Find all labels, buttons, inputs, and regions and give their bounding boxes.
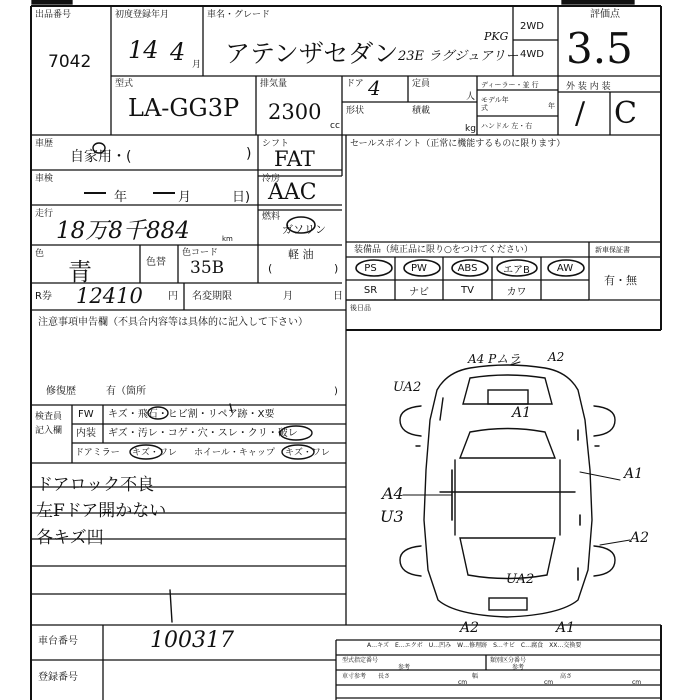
size-length: 長さ xyxy=(378,673,391,680)
mileage-label: 走行 xyxy=(35,209,54,219)
mirror-label: ドアミラー xyxy=(75,448,120,458)
equip-leather: カワ xyxy=(506,286,527,298)
size-height: 高さ xyxy=(560,673,573,680)
fw-items: キズ・飛石・ヒビ割・リペア跡・X要 xyxy=(108,409,275,420)
ac-value: AAC xyxy=(268,180,317,205)
registration-label: 登録番号 xyxy=(38,672,78,683)
cert-ref: 参考 xyxy=(398,664,411,671)
mark-a1-bottom: A1 xyxy=(556,620,576,636)
inspection-year-stroke xyxy=(84,192,106,194)
equip-ps: PS xyxy=(364,263,377,274)
first-registration-month: 4 xyxy=(170,38,186,66)
doors-label: ドア xyxy=(346,79,364,89)
inspection-label: 車検 xyxy=(35,174,54,184)
grade-extra: PKG xyxy=(484,30,509,43)
km-unit: km xyxy=(222,235,233,243)
drive-2wd: 2WD xyxy=(520,21,544,32)
size-length-cm: cm xyxy=(458,679,468,686)
equip-tv: TV xyxy=(461,284,474,296)
dealer-label: ディーラー・並 行 xyxy=(481,81,539,89)
recycle-label: R券 xyxy=(35,291,52,302)
equip-airbag: エアB xyxy=(503,265,530,276)
color-code-label: 色コード xyxy=(182,248,219,258)
kg-unit: kg xyxy=(465,124,476,134)
equip-abs: ABS xyxy=(457,263,478,274)
year-unit: 年 xyxy=(548,102,555,110)
first-registration-label: 初度登録年月 xyxy=(115,10,170,20)
chassis-number: 100317 xyxy=(150,628,234,653)
mark-a1-right: A1 xyxy=(624,466,644,482)
seats-label: 定員 xyxy=(412,79,431,89)
fuel-diesel: 軽 油 xyxy=(288,248,314,261)
color-code: 35B xyxy=(190,258,225,278)
repair-value: 有（箇所 xyxy=(106,386,146,397)
mark-a4-left: A4 xyxy=(382,484,404,503)
expiry-day: 日 xyxy=(333,291,343,302)
repair-label: 修復歴 xyxy=(46,386,76,397)
doors: 4 xyxy=(368,76,381,100)
handle-label: ハンドル 左・右 xyxy=(481,122,533,130)
recycle-value: 12410 xyxy=(76,284,143,308)
exterior-grade: / xyxy=(575,96,586,131)
new-warranty-value: 有・無 xyxy=(604,274,637,287)
class-label: 類別区分番号 xyxy=(490,657,527,664)
cc-unit: cc xyxy=(330,121,340,131)
inspection-month-stroke xyxy=(153,192,175,194)
lot-number-label: 出品番号 xyxy=(35,10,72,20)
inspection-month-unit: 月 xyxy=(178,190,192,205)
fuel-label: 燃料 xyxy=(262,212,281,222)
size-label: 車寸参考 xyxy=(342,673,367,680)
repair-close: ) xyxy=(334,386,338,397)
mark-a2-right: A2 xyxy=(630,530,650,546)
history-value: 自家用・( xyxy=(70,149,132,165)
ext-int-label: 外 装 内 装 xyxy=(566,82,611,92)
wheel-label: ホイール・キャップ xyxy=(194,448,275,458)
size-height-cm: cm xyxy=(632,679,642,686)
fuel-gasoline: ガソリン xyxy=(282,223,326,236)
grade: 23E ラグジュアリー xyxy=(398,49,519,64)
lot-number: 7042 xyxy=(48,52,92,72)
damage-legend: A…キズ E…エクボ U…凹み W…修理跡 S…サビ C…腐食 XX…交換要 xyxy=(367,642,582,649)
mark-u3-left: U3 xyxy=(380,507,404,526)
model-year-label: モデル年式 xyxy=(481,96,509,112)
first-registration-year: 14 xyxy=(128,36,159,64)
new-warranty-label: 新車保証書 xyxy=(595,246,630,254)
after-items-label: 後日品 xyxy=(350,304,371,312)
mark-a4-pmura: A4 Pムラ xyxy=(468,352,521,366)
notes-label: 注意事項申告欄（不具合内容等は具体的に記入して下さい） xyxy=(38,317,308,328)
color-value: 青 xyxy=(68,258,92,286)
inspection-year-unit: 年 xyxy=(114,190,128,205)
remark-line-1: ドアロック不良 xyxy=(36,475,155,495)
mark-ua2-left: UA2 xyxy=(393,380,422,395)
fuel-paren-close: ) xyxy=(334,262,339,275)
month-unit: 月 xyxy=(192,60,202,70)
shift-label: シフト xyxy=(262,139,290,149)
history-label: 車歴 xyxy=(35,139,54,149)
person-unit: 人 xyxy=(466,92,476,102)
fw-label: FW xyxy=(78,409,94,420)
mark-a2-bottom: A2 xyxy=(460,620,480,636)
equip-sr: SR xyxy=(363,284,378,296)
score-label: 評価点 xyxy=(590,9,620,20)
interior-label: 内装 xyxy=(76,428,96,439)
mark-a2-top: A2 xyxy=(548,350,565,364)
mirror-items: キズ・ワレ xyxy=(132,448,177,458)
size-width-cm: cm xyxy=(544,679,554,686)
ac-label: 冷房 xyxy=(262,174,281,184)
history-close: ) xyxy=(246,146,252,162)
car-model-label: 車名・グレード xyxy=(207,10,271,20)
yen-unit: 円 xyxy=(168,291,178,302)
equip-pw: PW xyxy=(411,263,427,274)
mileage-value: 18万8千884 xyxy=(56,218,190,244)
score: 3.5 xyxy=(566,24,633,73)
remark-line-2: 左Fドア開かない xyxy=(36,501,167,521)
mark-a1-center: A1 xyxy=(512,405,532,421)
type-label: 型式 xyxy=(115,79,134,89)
inspector-label-1: 検査員 xyxy=(35,412,63,422)
chassis-label: 車台番号 xyxy=(38,636,78,647)
sales-point-label: セールスポイント（正常に機能するものに限ります） xyxy=(350,139,566,149)
displacement-label: 排気量 xyxy=(260,79,288,89)
equip-aw: AW xyxy=(556,263,574,274)
model-type: LA-GG3P xyxy=(128,94,240,122)
drive-4wd: 4WD xyxy=(520,49,544,60)
color-change-label: 色替 xyxy=(146,257,166,268)
inspector-label-2: 記入欄 xyxy=(35,426,63,436)
equipment-label: 装備品（純正品に限り○をつけてください） xyxy=(354,245,533,255)
interior-grade: C xyxy=(614,96,637,131)
shape-label: 形状 xyxy=(346,106,365,116)
color-label: 色 xyxy=(35,249,45,259)
equip-navi: ナビ xyxy=(409,286,429,298)
shift-value: FAT xyxy=(274,147,315,171)
car-name: アテンザセダン xyxy=(225,39,399,68)
cert-label: 型式指定番号 xyxy=(342,657,379,664)
expiry-month: 月 xyxy=(283,291,293,302)
name-change-expiry-label: 名変期限 xyxy=(192,291,232,302)
wheel-items: キズ・ワレ xyxy=(285,448,330,458)
load-label: 積載 xyxy=(412,106,431,116)
interior-items: ギズ・汚レ・コゲ・穴・スレ・クリ・破レ xyxy=(108,428,298,439)
class-ref: 参考 xyxy=(512,664,525,671)
inspection-day-unit: 日) xyxy=(232,190,251,205)
size-width: 幅 xyxy=(472,673,479,680)
remark-line-3: 各キズ凹 xyxy=(36,528,104,548)
fuel-paren-open: ( xyxy=(268,262,273,275)
displacement: 2300 xyxy=(268,100,322,124)
mark-ua2-rear: UA2 xyxy=(506,572,535,587)
